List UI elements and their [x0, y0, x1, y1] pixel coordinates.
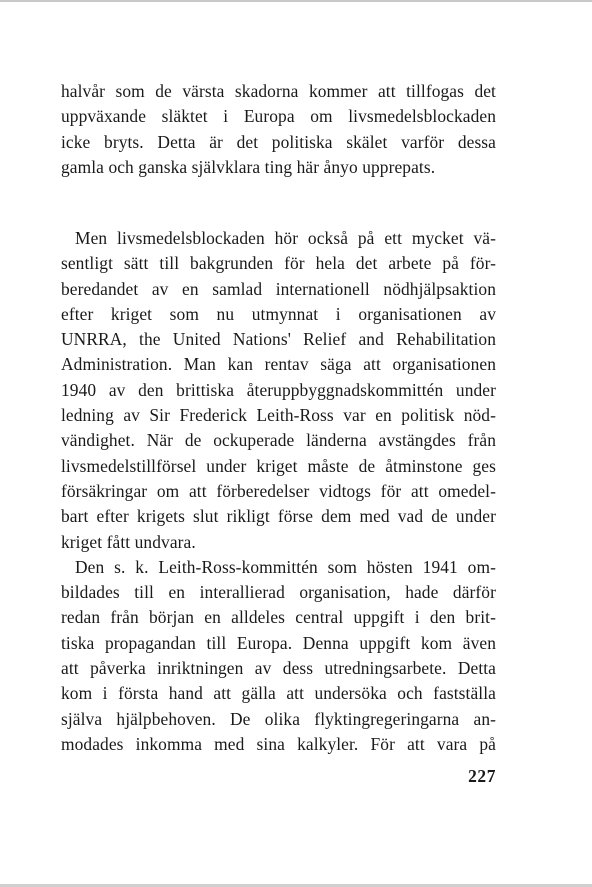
text-line: försäkringar om att förberedelser vidtogs för att omedel-	[61, 480, 496, 501]
text-line: att påverka inriktningen av dess utredningsarbete. Detta	[61, 658, 496, 679]
body-text	[61, 226, 496, 757]
page-top-edge	[0, 0, 592, 2]
paragraph-2-first-line: Men livsmedelsblockaden hör också på ett mycket vä-	[75, 228, 496, 248]
text-line: vändighet. När de ockuperade länderna avstängdes från	[61, 430, 496, 451]
text-line: bart efter krigets slut rikligt förse dem med vad de under	[61, 506, 496, 527]
text-line: redan från början en alldeles central uppgift i den brit-	[61, 607, 496, 628]
text-line: gamla och ganska självklara ting här ånyo upprepats.	[61, 156, 436, 177]
text-line: uppväxande släktet i Europa om livsmedelsblockaden	[61, 106, 496, 127]
text-line: själva hjälpbehoven. De olika flyktingregeringarna an-	[61, 708, 496, 729]
page-number: 227	[468, 766, 496, 786]
text-line: bildades till en interallierad organisation, hade därför	[61, 582, 496, 603]
text-line: kom i första hand att gälla att undersöka och fastställa	[61, 683, 496, 704]
text-line: UNRRA, the United Nations' Relief and Rehabilitation	[61, 329, 496, 350]
text-line: modades inkomma med sina kalkyler. För att vara på	[61, 733, 496, 754]
text-line: halvår som de värsta skadorna kommer att tillfogas det	[61, 81, 496, 101]
paragraph-fragment	[61, 79, 496, 180]
text-line: kriget fått undvara.	[61, 531, 196, 552]
text-line: tiska propagandan till Europa. Denna uppgift kom även	[61, 632, 496, 653]
text-line: ledning av Sir Frederick Leith-Ross var en politisk nöd-	[61, 405, 496, 426]
text-line: icke bryts. Detta är det politiska skälet varför dessa	[61, 131, 496, 152]
text-line: livsmedelstillförsel under kriget måste de åtminstone ges	[61, 455, 496, 476]
paragraph-3-first-line: Den s. k. Leith-Ross-kommittén som hösten 1941 om-	[75, 556, 496, 577]
text-line: efter kriget som nu utmynnat i organisationen av	[61, 303, 496, 324]
text-line: 1940 av den brittiska återuppbyggnadskommittén under	[61, 379, 496, 400]
text-line: sentligt sätt till bakgrunden för hela det arbete på för-	[61, 253, 496, 274]
text-line: beredandet av en samlad internationell nödhjälpsaktion	[61, 278, 496, 299]
text-line: Administration. Man kan rentav säga att organisationen	[61, 354, 496, 375]
